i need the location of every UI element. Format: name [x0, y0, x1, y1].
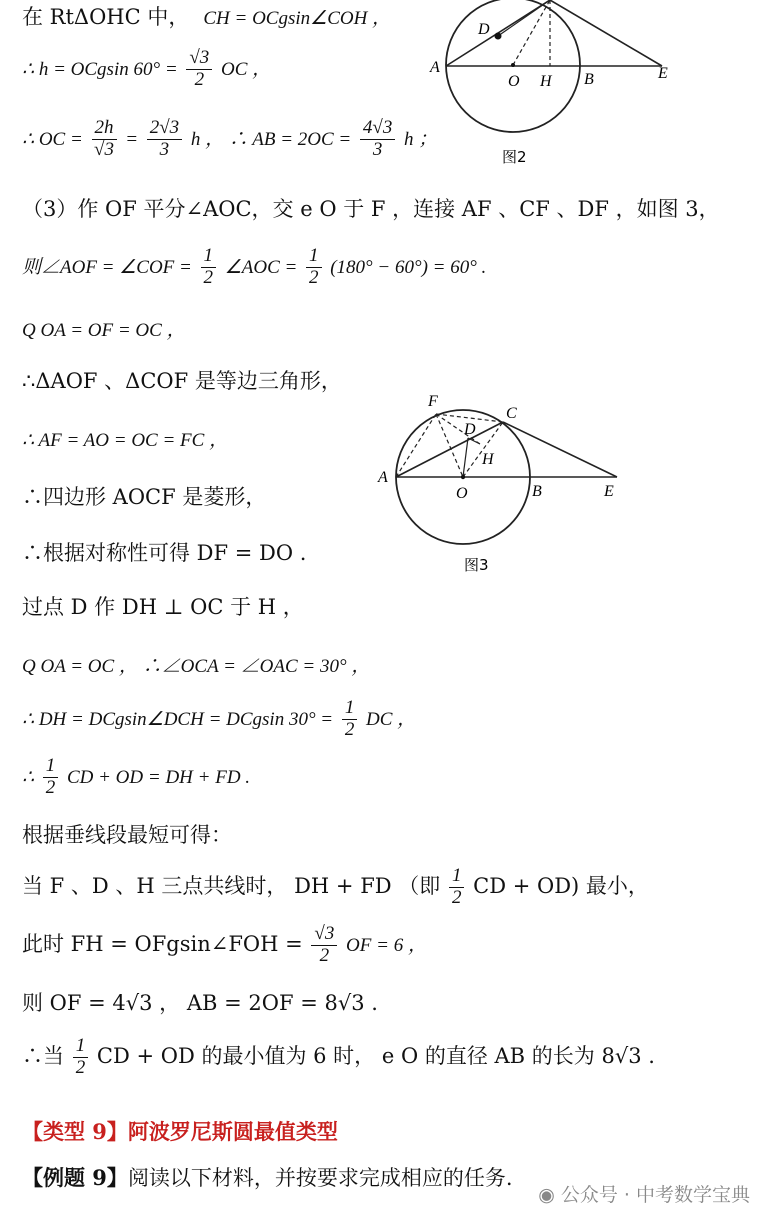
fraction: $\frac{1}{2}$	[43, 756, 59, 799]
line-oa-oc-angle: Q OA = OC ， ∴∠OCA = ∠OAC = 30° ，	[22, 656, 371, 677]
line-symmetry: ∴根据对称性可得 DF = DO .	[22, 541, 307, 565]
line-fh: 此时 FH = OFgsin∠FOH = $\frac{√3}{2}$ OF = 6 ，	[22, 923, 427, 966]
fig3-label-f: F	[428, 393, 438, 410]
line-part3-intro: （3）作 OF 平分∠AOC，交 e O 于 F ，连接 AF 、CF 、DF ，如图 3，	[22, 197, 720, 221]
figure-2	[420, 0, 710, 170]
line-angle-aof: 则∠AOF = ∠COF = $\frac{1}{2}$ ∠AOC = $\frac{1}{2}$ (180° − 60°) = 60° .	[22, 245, 487, 288]
fig3-label-h: H	[482, 451, 494, 468]
fraction: $\frac{1}{2}$	[306, 246, 322, 289]
line-rhombus: ∴四边形 AOCF 是菱形，	[22, 485, 267, 509]
fig3-caption: 图3	[464, 556, 489, 574]
fraction: $\frac{2√3}{3}$	[147, 118, 182, 161]
line-oa-of-oc: Q OA = OF = OC ，	[22, 320, 186, 341]
fig3-label-o: O	[456, 485, 468, 502]
line-af-ao: ∴ AF = AO = OC = FC ，	[22, 430, 229, 451]
fraction: $\frac{1}{2}$	[73, 1036, 89, 1079]
fig3-label-a: A	[378, 469, 388, 486]
line-rt-triangle: 在 RtΔOHC 中， CH = OCgsin∠COH ，	[22, 5, 392, 29]
line-perpendicular-shortest: 根据垂线段最短可得：	[22, 823, 232, 847]
line-collinear: 当 F 、D 、H 三点共线时， DH + FD （即 $\frac{1}{2}$ CD + OD) 最小，	[22, 865, 649, 908]
fig2-label-e: E	[658, 65, 668, 82]
fig2-label-o: O	[508, 73, 520, 90]
example9-label: 【例题 9】	[22, 1165, 128, 1190]
fig2-label-h: H	[540, 73, 552, 90]
fraction: $\frac{1}{2}$	[449, 866, 465, 909]
line-draw-dh: 过点 D 作 DH ⊥ OC 于 H ，	[22, 595, 304, 619]
section-heading-type9: 【类型 9】阿波罗尼斯圆最值类型	[22, 1119, 338, 1144]
fraction: $\frac{√3}{2}$	[186, 48, 212, 91]
fraction: $\frac{1}{2}$	[201, 246, 217, 289]
fig2-label-b: B	[584, 71, 594, 88]
figure-3	[372, 388, 632, 584]
fig3-label-c: C	[506, 405, 517, 422]
fig3-label-b: B	[532, 483, 542, 500]
fraction: $\frac{2h}{√3}$	[92, 118, 117, 161]
example9-line	[22, 1164, 513, 1192]
fraction: $\frac{√3}{2}$	[311, 924, 337, 967]
watermark: ◉ 公众号 · 中考数学宝典	[538, 1184, 750, 1206]
fraction: $\frac{4√3}{3}$	[360, 118, 395, 161]
fig2-caption: 图2	[502, 148, 527, 166]
line-of-ab: 则 OF = 4√3 ， AB = 2OF = 8√3 .	[22, 991, 378, 1015]
line-oc-formula: ∴ OC = $\frac{2h}{√3}$ = $\frac{2√3}{3}$ h ， ∴ AB = 2OC = $\frac{4√3}{3}$ h ；	[22, 117, 438, 160]
fig3-label-d: D	[464, 421, 476, 438]
line-equilateral: ∴ΔAOF 、ΔCOF 是等边三角形，	[22, 369, 342, 393]
fig2-label-a: A	[430, 59, 440, 76]
fig3-label-e: E	[604, 483, 614, 500]
example9-text: 阅读以下材料，并按要求完成相应的任务.	[127, 1166, 513, 1190]
line-cd-od-sum: ∴ $\frac{1}{2}$ CD + OD = DH + FD .	[22, 755, 251, 798]
line-conclusion: ∴当 $\frac{1}{2}$ CD + OD 的最小值为 6 时， e O 的直径 AB 的长为 8√3 .	[22, 1035, 655, 1078]
wechat-icon: ◉	[538, 1184, 555, 1206]
fraction: $\frac{1}{2}$	[342, 698, 358, 741]
line-dh-sin: ∴ DH = DCgsin∠DCH = DCgsin 30° = $\frac{1}{2}$ DC ，	[22, 697, 417, 740]
fig2-label-d: D	[478, 21, 490, 38]
line-h-formula: ∴ h = OCgsin 60° = $\frac{√3}{2}$ OC ，	[22, 47, 272, 90]
